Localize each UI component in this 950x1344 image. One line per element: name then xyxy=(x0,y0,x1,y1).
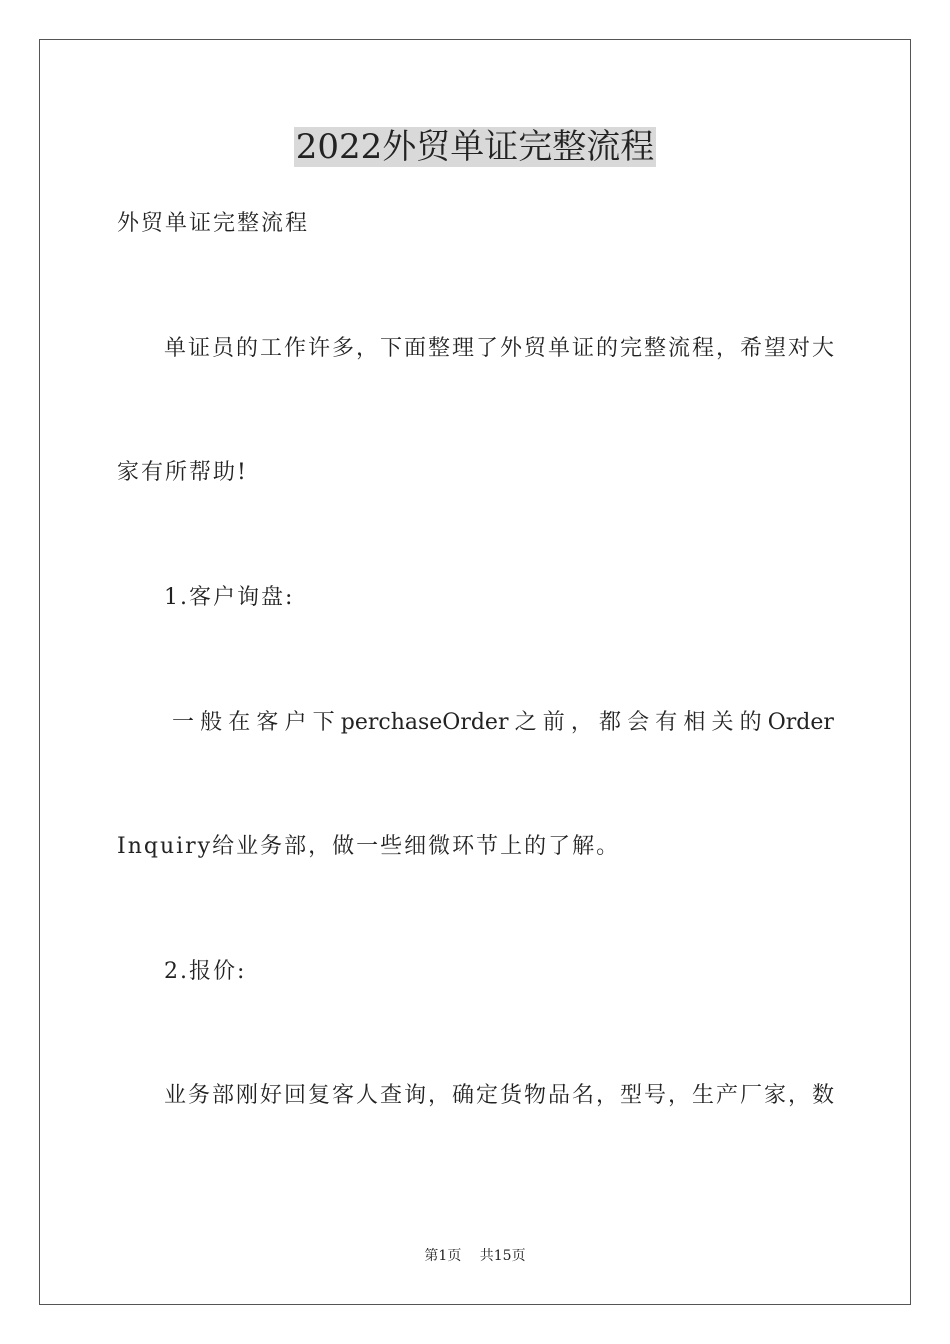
justified-word: 一 xyxy=(172,710,195,735)
section-2-paragraph-line-1: 业务部刚好回复客人查询，确定货物品名，型号，生产厂家，数 xyxy=(164,1083,837,1108)
document-title xyxy=(0,124,950,170)
intro-paragraph-line-1: 单证员的工作许多，下面整理了外贸单证的完整流程，希望对大 xyxy=(164,336,837,361)
section-1-paragraph-line-2: Inquiry给业务部，做一些细微环节上的了解。 xyxy=(117,834,621,859)
section-2-heading: 2.报价: xyxy=(164,959,247,984)
justified-word: 前 xyxy=(542,710,565,735)
page-footer: 第1页 共15页 xyxy=(424,1248,526,1264)
justified-word: 下 xyxy=(312,710,335,735)
justified-word: 都 xyxy=(598,710,621,735)
justified-word: 有 xyxy=(655,710,678,735)
document-subtitle: 外贸单证完整流程 xyxy=(117,211,310,236)
justified-word: 会 xyxy=(627,710,650,735)
intro-paragraph-line-2: 家有所帮助! xyxy=(117,460,248,485)
justified-word: ， xyxy=(570,710,593,735)
justified-word: 相 xyxy=(683,710,706,735)
justified-word: 客 xyxy=(256,710,279,735)
section-1-paragraph-line-1 xyxy=(172,707,834,739)
justified-word: 般 xyxy=(200,710,223,735)
justified-word: Order xyxy=(767,710,834,735)
justified-word: 之 xyxy=(514,710,537,735)
section-1-heading: 1.客户询盘: xyxy=(164,585,295,610)
justified-word: perchaseOrder xyxy=(340,710,509,735)
document-title-text: 2022外贸单证完整流程 xyxy=(295,127,655,167)
justified-word: 在 xyxy=(228,710,251,735)
justified-word: 户 xyxy=(284,710,307,735)
justified-word: 关 xyxy=(711,710,734,735)
justified-word: 的 xyxy=(739,710,762,735)
